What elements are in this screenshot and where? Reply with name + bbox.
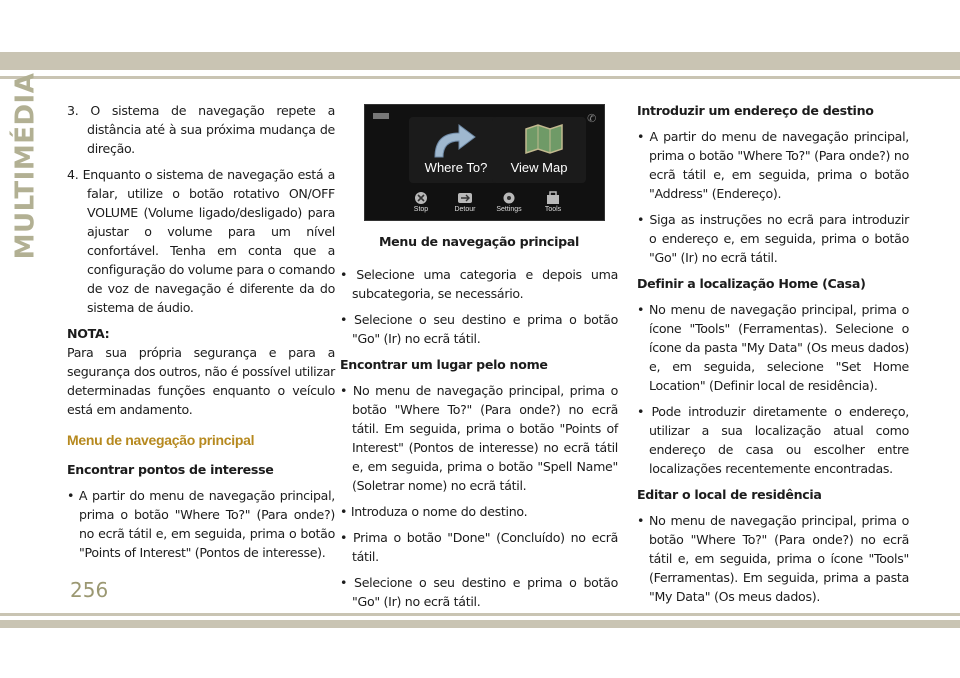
section-tab [4,72,46,260]
column-left [67,101,335,569]
view-map-label: View Map [510,160,568,175]
bullet-tools-icon: • No menu de navegação principal, prima o ícone "Tools" (Ferramentas). Selecione o ícone da pasta "My Data" (Os meus dados) e, em seguida, selecione "Set Home Location" (Definir local de residência). [637,302,909,393]
find-by-name-heading: Encontrar um lugar pelo nome [340,357,548,372]
address-heading: Introduzir um endereço de destino [637,103,874,118]
column-middle [340,101,618,618]
figure-caption: Menu de navegação principal [378,234,580,249]
header-rule [0,76,960,79]
bullet-done: • Prima o botão "Done" (Concluído) no ecrã tátil. [340,530,618,564]
settings-button [491,191,527,219]
toolbox-icon [545,191,561,205]
bullet-address: • A partir do menu de navegação principal, prima o botão "Where To?" (Para onde?) no ecrã tátil e, em seguida, prima o botão "Address" (Endereço). [637,129,909,201]
stop-icon [413,191,429,205]
gear-icon [501,191,517,205]
bullet-enter-name: • Introduza o nome do destino. [340,504,528,519]
stop-button [403,191,439,219]
signal-icon [373,113,389,119]
map-icon [524,123,564,155]
detour-label: Detour [454,206,476,213]
home-location-heading: Definir a localização Home (Casa) [637,276,866,291]
poi-bullet: • A partir do menu de navegação principal, prima o botão "Where To?" (Para onde?) no ecrã tátil e, em seguida, prima o botão "Points of Interest" (Pontos de interesse). [67,488,335,560]
footer-rule [0,613,960,616]
stop-label: Stop [413,206,429,213]
note-heading: NOTA: [67,326,110,341]
column-right [637,101,909,613]
detour-icon [457,191,473,205]
bullet-follow-instructions: • Siga as instruções no ecrã para introduzir o endereço e, em seguida, prima o botão "Go" (Ir) no ecrã tátil. [637,212,909,265]
note-text: Para sua própria segurança e para a segurança dos outros, não é possível utilizar determinadas funções enquanto o veículo está em andamento. [67,345,335,417]
footer-band [0,620,960,628]
section-title: Menu de navegação principal [67,432,255,448]
poi-heading: Encontrar pontos de interesse [67,462,274,477]
header-band [0,52,960,70]
edit-home-heading: Editar o local de residência [637,487,822,502]
bullet-spell-name: • No menu de navegação principal, prima o botão "Where To?" (Para onde?) no ecrã tátil. Em seguida, prima o botão "Points of Interest" (Pontos de interesse) no ecrã tátil e, em seguida, prima o botão "Spell Name" (Soletrar nome) no ecrã tátil. [340,383,618,493]
step-4: 4. Enquanto o sistema de navegação está a falar, utilize o botão rotativo ON/OFF VOLUME (Volume ligado/desligado) para ajustar o volume para um nível confortável. Tenha em conta que a configuração do volume para o comando de voz de navegação é diferente da do sistema de áudio. [67,167,335,315]
bullet-enter-address: • Pode introduzir diretamente o endereço, utilizar a sua localização atual como endereço de casa ou escolher entre localizações recentemente encontradas. [637,404,909,476]
where-to-tile [409,117,503,183]
bullet-destination: • Selecione o seu destino e prima o botão "Go" (Ir) no ecrã tátil. [340,312,618,346]
section-tab-label: MULTIMÉDIA [10,72,41,260]
page-number: 256 [70,578,109,602]
tools-label: Tools [544,206,562,213]
where-to-label: Where To? [424,160,488,175]
tools-button [535,191,571,219]
detour-button [447,191,483,219]
bullet-category: • Selecione uma categoria e depois uma subcategoria, se necessário. [340,267,618,301]
bullet-go: • Selecione o seu destino e prima o botão "Go" (Ir) no ecrã tátil. [340,575,618,609]
view-map-tile [492,117,586,183]
settings-label: Settings [496,206,522,213]
phone-icon: ✆ [587,112,596,125]
turn-arrow-icon [427,121,479,159]
navigation-menu-screenshot [364,104,605,221]
bullet-my-data: • No menu de navegação principal, prima o botão "Where To?" (Para onde?) no ecrã tátil e, em seguida, prima o ícone "Tools" (Ferramentas). Em seguida, prima a pasta "My Data" (Os meus dados). [637,513,909,604]
step-3: 3. O sistema de navegação repete a distância até à sua próxima mudança de direção. [67,103,335,156]
